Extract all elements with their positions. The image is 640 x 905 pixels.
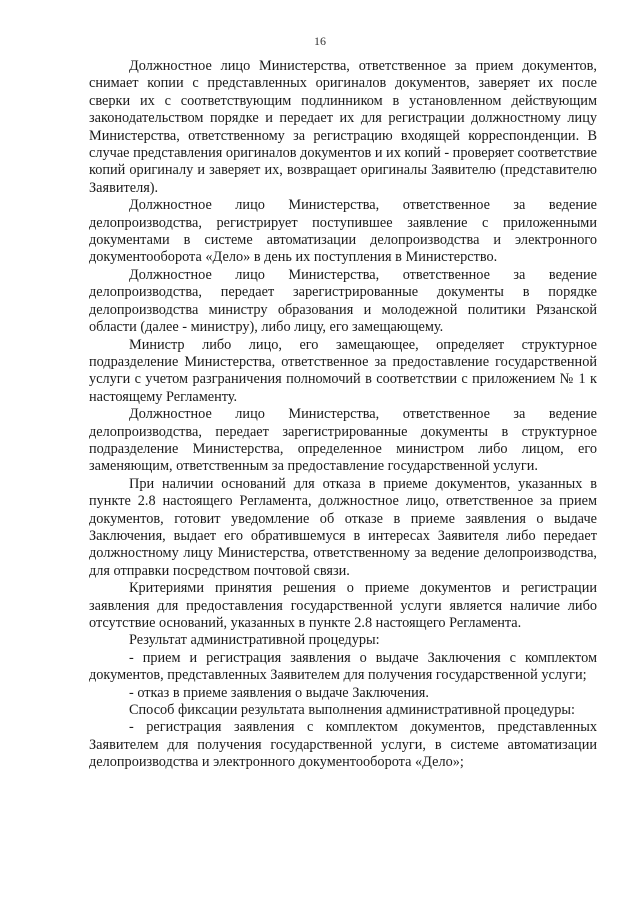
document-body bbox=[89, 58, 597, 772]
paragraph-minister-assigns: Министр либо лицо, его замещающее, определяет структурное подразделение Министерства, ответственное за предоставление государственной услуги с учетом разграничения полномочий в соответствии с приложением № 1 к настоящему Регламенту. bbox=[89, 336, 597, 405]
paragraph-result-refusal: - отказ в приеме заявления о выдаче Заключения. bbox=[129, 684, 429, 701]
paragraph-result-heading: Результат административной процедуры: bbox=[129, 632, 380, 649]
paragraph-decision-criteria: Критериями принятия решения о приеме документов и регистрации заявления для предоставления государственной услуги является наличие либо отсутствие оснований, указанных в пункте 2.8 настоящего Регламента. bbox=[89, 580, 597, 631]
paragraph-transfer-to-minister: Должностное лицо Министерства, ответственное за ведение делопроизводства, передает зарегистрированные документы в порядке делопроизводства министру образования и молодежной политики Рязанской области (далее - министру), либо лицу, его замещающему. bbox=[89, 266, 597, 336]
paragraph-result-acceptance: - прием и регистрация заявления о выдаче Заключения с комплектом документов, представленных Заявителем для получения государственной услуги; bbox=[89, 649, 597, 684]
paragraph-fixation-method: Способ фиксации результата выполнения административной процедуры: bbox=[129, 702, 575, 719]
paragraph-intake-copies: Должностное лицо Министерства, ответственное за прием документов, снимает копии с представленных оригиналов документов, заверяет их после сверки их с соответствующим подлинником в установленном действующим законодательством порядке и передает их для регистрации должностному лицу Министерства, ответственному за регистрацию входящей корреспонденции. В случае представления оригиналов документов и их копий - проверяет соответствие копий оригиналу и заверяет их, возвращает оригиналы Заявителю (представителю Заявителя). bbox=[89, 58, 597, 196]
paragraph-fixation-registration: - регистрация заявления с комплектом документов, представленных Заявителем для получения государственной услуги, в системе автоматизации делопроизводства и электронного документооборота «Дело»; bbox=[89, 719, 597, 771]
paragraph-refusal-notice: При наличии оснований для отказа в приеме документов, указанных в пункте 2.8 настоящего Регламента, должностное лицо, ответственное за прием документов, готовит уведомление об отказе в приеме заявления о выдаче Заключения, выдает его обратившемуся в интересах Заявителя либо передает должностному лицу Министерства, ответственному за ведение делопроизводства, для отправки посредством почтовой связи. bbox=[89, 475, 597, 579]
page-number: 16 bbox=[314, 34, 326, 48]
paragraph-registration: Должностное лицо Министерства, ответственное за ведение делопроизводства, регистрирует поступившее заявление с приложенными документами в системе автоматизации делопроизводства и электронного документооборота «Дело» в день их поступления в Министерство. bbox=[89, 197, 597, 266]
paragraph-transfer-to-department: Должностное лицо Министерства, ответственное за ведение делопроизводства, передает зарегистрированные документы в структурное подразделение Министерства, определенное министром либо лицом, его заменяющим, ответственным за предоставление государственной услуги. bbox=[89, 406, 597, 475]
